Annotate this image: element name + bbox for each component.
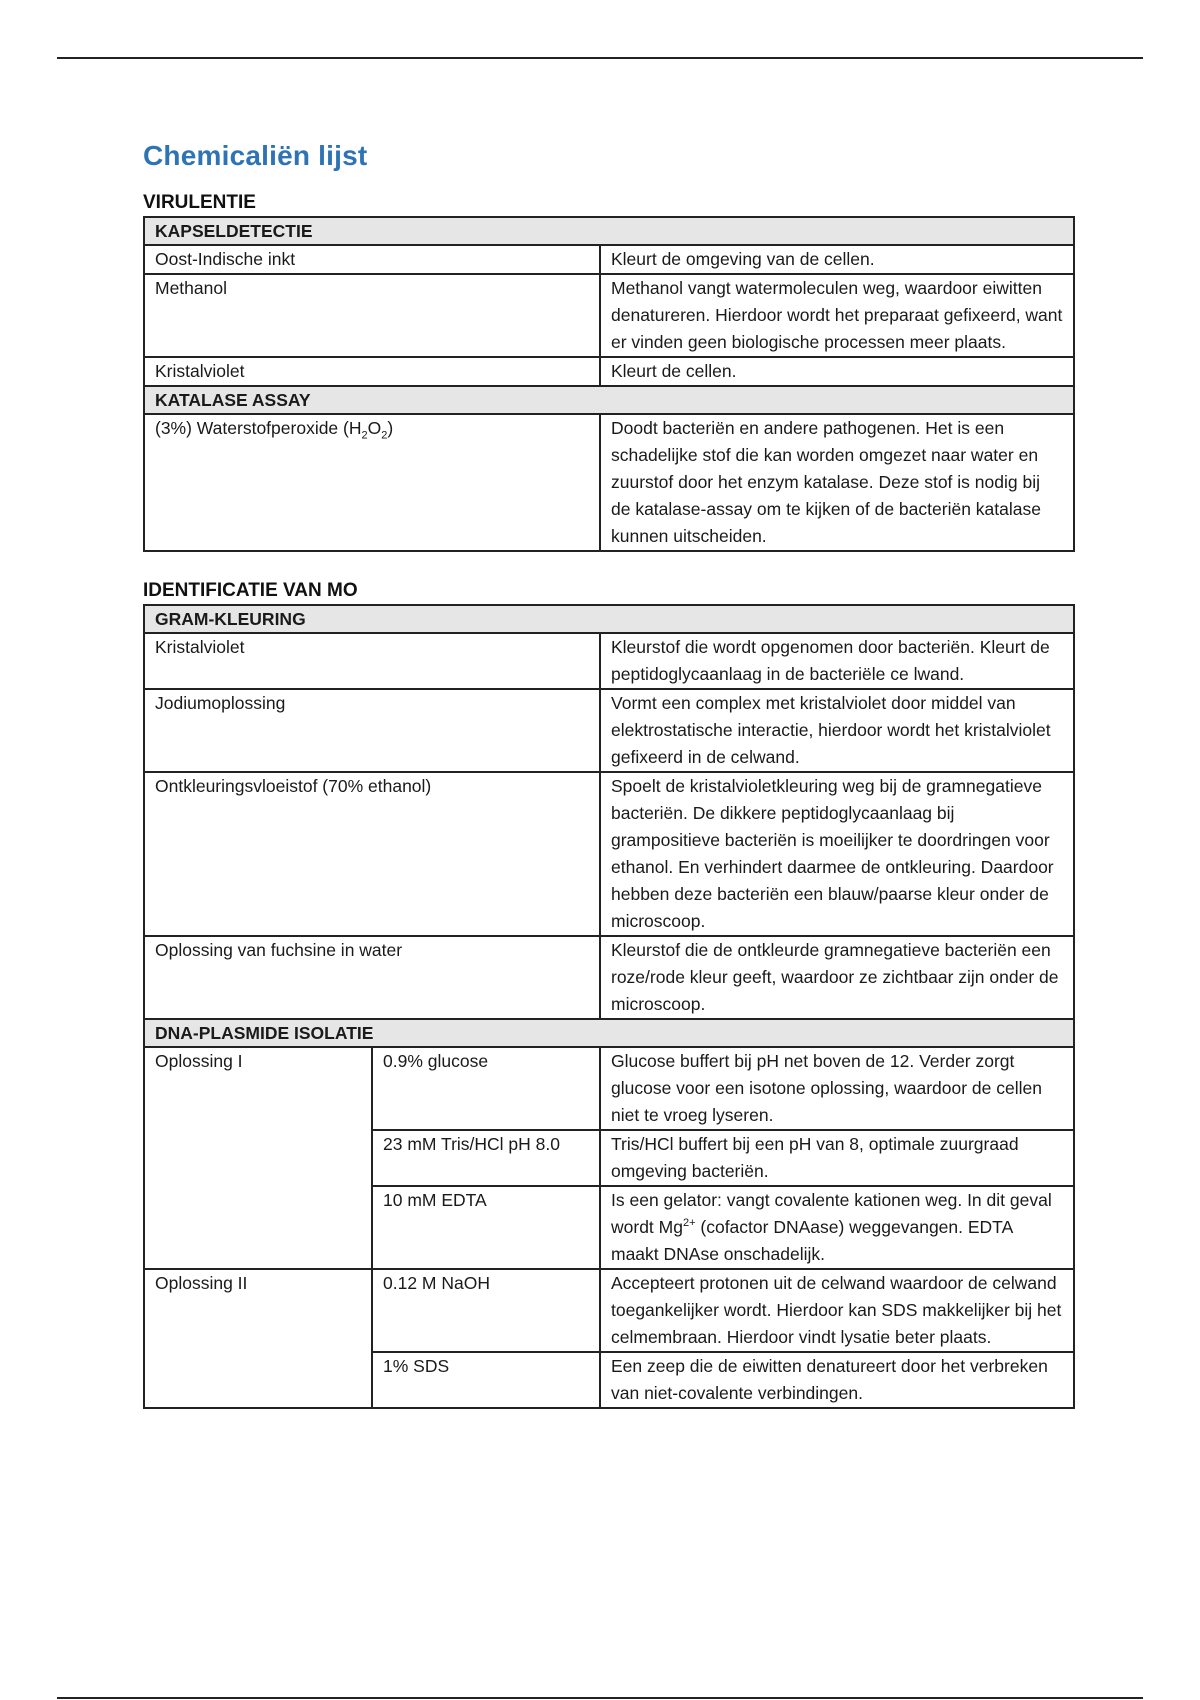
table-header-row [144,217,1074,245]
table-row [144,1047,1074,1130]
chemical-name: Jodiumoplossing [144,689,600,772]
table-row [144,357,1074,386]
chemical-description: Vormt een complex met kristalviolet door middel van elektrostatische interactie, hierdoor wordt het kristalviolet gefixeerd in de celwand. [600,689,1074,772]
chemical-description: Doodt bacteriën en andere pathogenen. Het is een schadelijke stof die kan worden omgezet naar water en zuurstof door het enzym katalase. Deze stof is nodig bij de katalase-assay om te kijken of de bacteriën katalase kunnen uitscheiden. [600,414,1074,551]
chemical-name: Ontkleuringsvloeistof (70% ethanol) [144,772,600,936]
section-heading-virulentie: VIRULENTIE [143,192,256,213]
table-row [144,689,1074,772]
chemical-name: 0.9% glucose [372,1047,600,1130]
page-content [143,140,1073,1409]
table-row [144,245,1074,274]
table-row [144,633,1074,689]
table-row [144,772,1074,936]
chemical-name: 10 mM EDTA [372,1186,600,1269]
chemical-description: Is een gelator: vangt covalente kationen weg. In dit geval wordt $Mg^{2+}$ (cofactor DNAase) weggevangen. EDTA maakt DNAse onschadelijk. [600,1186,1074,1269]
chemical-name: 23 mM Tris/HCl pH 8.0 [372,1130,600,1186]
chemical-description: Spoelt de kristalvioletkleuring weg bij de gramnegatieve bacteriën. De dikkere peptidoglycaanlaag bij grampositieve bacteriën is moeilijker te doordringen voor ethanol. En verhindert daarmee de ontkleuring. Daardoor hebben deze bacteriën een blauw/paarse kleur onder de microscoop. [600,772,1074,936]
katalase-header: KATALASE ASSAY [144,386,1074,414]
chemical-description: Accepteert protonen uit de celwand waardoor de celwand toegankelijker wordt. Hierdoor kan SDS makkelijker bij het celmembraan. Hierdoor vindt lysatie beter plaats. [600,1269,1074,1352]
chemical-description: Een zeep die de eiwitten denatureert door het verbreken van niet-covalente verbindingen. [600,1352,1074,1408]
chemical-name: Kristalviolet [144,633,600,689]
table-row [144,936,1074,1019]
table-header-row [144,605,1074,633]
chemical-description: Kleurt de cellen. [600,357,1074,386]
solution-name: Oplossing I [144,1047,372,1269]
chemical-name: Methanol [144,274,600,357]
chemical-name: Oost-Indische inkt [144,245,600,274]
header-rule [57,57,1143,59]
identificatie-table [143,604,1075,1409]
chemical-name: 0.12 M NaOH [372,1269,600,1352]
chemical-name: 1% SDS [372,1352,600,1408]
chemical-description: Methanol vangt watermoleculen weg, waardoor eiwitten denatureren. Hierdoor wordt het preparaat gefixeerd, want er vinden geen biologische processen meer plaats. [600,274,1074,357]
table-row [144,1269,1074,1352]
virulentie-table [143,216,1075,552]
page-title: Chemicaliën lijst [143,140,368,171]
chemical-description: Glucose buffert bij pH net boven de 12. Verder zorgt glucose voor een isotone oplossing, waardoor de cellen niet te vroeg lyseren. [600,1047,1074,1130]
chemical-name: (3%) Waterstofperoxide $(H_2O_2)$ [144,414,600,551]
table-header-row [144,1019,1074,1047]
dna-plasmide-header: DNA-PLASMIDE ISOLATIE [144,1019,1074,1047]
chemical-description: Kleurstof die de ontkleurde gramnegatieve bacteriën een roze/rode kleur geeft, waardoor ze zichtbaar zijn onder de microscoop. [600,936,1074,1019]
chemical-description: Kleurt de omgeving van de cellen. [600,245,1074,274]
table-row [144,274,1074,357]
solution-name: Oplossing II [144,1269,372,1408]
footer-rule [57,1697,1143,1699]
section-heading-identificatie: IDENTIFICATIE VAN MO [143,580,358,601]
chemical-name: Oplossing van fuchsine in water [144,936,600,1019]
kapseldetectie-header: KAPSELDETECTIE [144,217,1074,245]
gram-kleuring-header: GRAM-KLEURING [144,605,1074,633]
chemical-description: Tris/HCl buffert bij een pH van 8, optimale zuurgraad omgeving bacteriën. [600,1130,1074,1186]
table-row [144,414,1074,551]
chemical-name: Kristalviolet [144,357,600,386]
chemical-description: Kleurstof die wordt opgenomen door bacteriën. Kleurt de peptidoglycaanlaag in de bacteriële ce lwand. [600,633,1074,689]
table-header-row [144,386,1074,414]
